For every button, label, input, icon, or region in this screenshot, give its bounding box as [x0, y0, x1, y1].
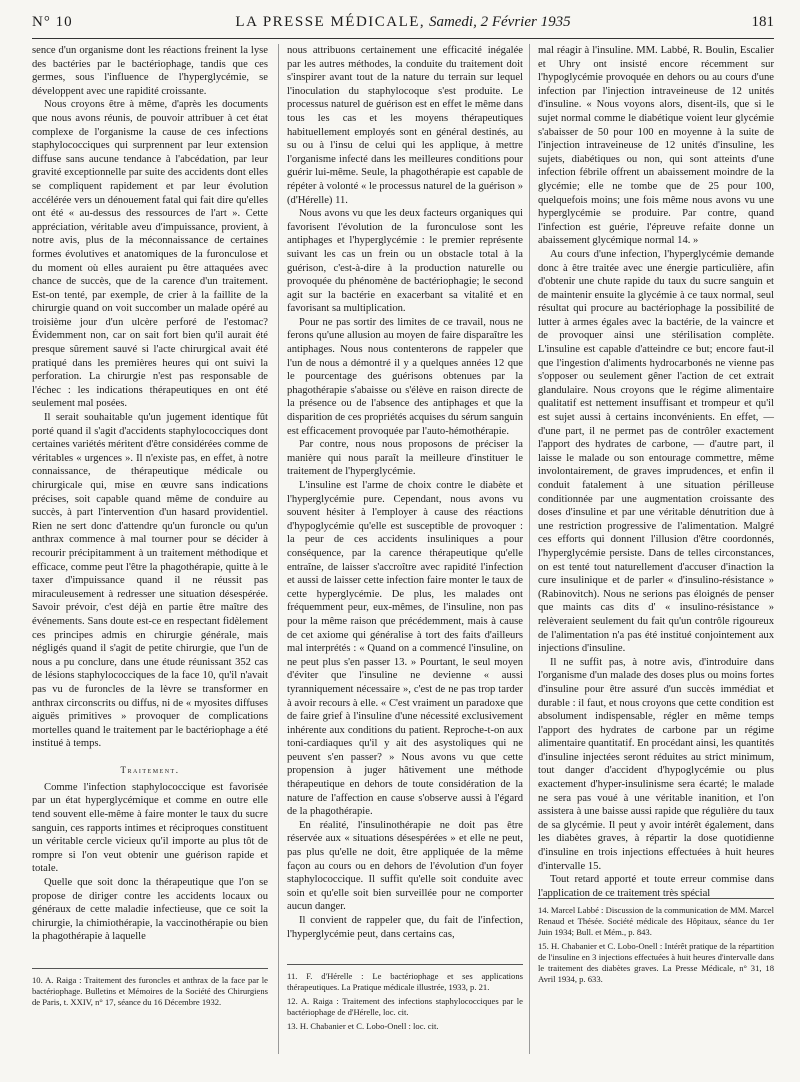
footnotes-column-1 — [32, 968, 268, 1011]
column-3 — [538, 44, 774, 900]
paragraph: sence d'un organisme dont les réactions freinent la lyse des bactéries par le bactériophage, tandis que ces germes, sous l'influence de l'hyperglycémie, se développent avec une rapidité croissante. — [32, 45, 268, 97]
paragraph: mal réagir à l'insuline. MM. Labbé, R. Boulin, Escalier et Uhry ont insisté encore récemment sur l'hypoglycémie provoquée en dehors ou au cours d'une infection par l'injection intraveineuse de 12 unités d'insuline. « Nous voyons alors, disent-ils, que si le sujet normal comme le diabétique voient leur glycémie s'abaisser de 50 pour 100 en moyenne à la suite de l'injection intraveineuse de 12 unités d'insuline, les sujets, diabétiques ou non, qui sont atteints d'une infection fébrile offrent un abaissement moindre de la glycémie; elle ne tombe que de 25 pour 100, quelquefois moins; une fois même nous avons vu une hyperglycémie se produire. Par contre, quand l'infection est guérie, l'épreuve refaite donne un abaissement glycémique normal 14. » — [538, 45, 774, 247]
footnote: 10. A. Raiga : Traitement des furoncles et anthrax de la face par le bactériophage. Bulletins et Mémoires de la Société des Chirurgiens de Paris, t. XXIV, n° 17, séance du 16 Décembre 1932. — [32, 975, 268, 1007]
page-header — [32, 14, 774, 36]
footnotes-column-2 — [287, 964, 523, 1035]
column-divider-1 — [278, 44, 279, 1054]
paragraph: Nous avons vu que les deux facteurs organiques qui favorisent l'évolution de la furonculose sont les antiphages et l'hyperglycémie : le premier représente suivant les cas un frein ou un obstacle total à la guérison, c'est-à-dire à la production naturelle ou provoquée du phénomène de bactériophagie; le second agit sur la bactérie en exacerbant sa vitalité et en favorisant sa multiplication. — [287, 208, 523, 315]
footnotes-column-3 — [538, 898, 774, 988]
paragraph: Il convient de rappeler que, du fait de l'infection, l'hyperglycémie peut, dans certains cas, — [287, 915, 523, 940]
paragraph: nous attribuons certainement une efficacité inégalée par les autres méthodes, la conduite du traitement doit s'inspirer avant tout de la nature du terrain sur lequel l'inoculation du staphylocoque s'est produite. Le processus naturel de guérison est en effet le même dans tous les cas et les moyens thérapeutiques habituellement employés sont en général destinés, au su ou à l'insu de celui qui les applique, à mettre l'organisme infecté dans les meilleures conditions pour guérir lui-même. Seule, la phagothérapie est capable de répéter à volonté « le processus naturel de la guérison » (d'Hérelle) 11. — [287, 45, 523, 206]
paragraph: En réalité, l'insulinothérapie ne doit pas être réservée aux « situations désespérées » et elle ne peut, pas plus qu'elle ne doit, être appliquée de la même façon au cours ou en dehors de l'évolution d'un foyer staphylococcique. Il suffit qu'elle soit conduite avec soin et qu'elle soit bien surveillée pour ne comporter aucun danger. — [287, 819, 523, 913]
footnote: 12. A. Raiga : Traitement des infections staphylococciques par le bactériophage de d'Hérelle, loc. cit. — [287, 996, 523, 1017]
column-divider-2 — [529, 44, 530, 1054]
footnote: 15. H. Chabanier et C. Lobo-Onell : Intérêt pratique de la répartition de l'insuline en 3 injections effectuées à huit heures d'intervalle dans le traitement des diabètes graves. La Presse Médicale, n° 31, 18 Avril 1934, p. 633. — [538, 941, 774, 984]
running-title — [32, 14, 774, 31]
paragraph: Il ne suffit pas, à notre avis, d'introduire dans l'organisme d'un malade des doses plus ou moins fortes d'insuline pour être assuré d'un succès immédiat et durable : il faut, et nous croyons que cette condition est absolument indispensable, régler en même temps l'apport des hydrates de carbone par un régime alimentaire quantitatif. En procédant ainsi, les quantités d'insuline injectées seront réduites au strict minimum, tout danger d'accident d'hypoglycémie ou plus exactement d'hyper-insulinisme sera écarté; le malade ne sera pas voué à une véritable inanition, et l'on assistera à une baisse aussi rapide que régulière du taux de sa glycémie. Il peut y avoir intérêt également, dans les diabètes graves, à répartir la dose quotidienne d'insuline en trois injections effectuées à huit heures d'intervalle 15. — [538, 656, 774, 872]
paragraph: Il serait souhaitable qu'un jugement identique fût porté quand il s'agit d'accidents staphylococciques dont certaines variétés méritent d'être considérées comme de véritables « urgences ». Il n'existe pas, en effet, à notre connaissance, de thérapeutique médicale ou chirurgicale qui, mise en œuvre sans indications précises, soit capable quand même de conduire au succès, à part l'intervention d'un hasard providentiel. Rien ne sert donc d'attendre qu'un furoncle ou qu'un anthrax commence à mal tourner pour se décider à recourir précipitamment à un traitement méthodique et efficace, comme peut l'être la phagothérapie, quitte à le taxer d'impuissance quand il ne réussit pas miraculeusement à redresser une situation désespérée. Savoir prévoir, c'est déjà en partie être maître des événements. Sans doute est-ce en respectant fidèlement ces principes admis en chirurgie générale, mais négligés quand il s'agit de petite chirurgie, que l'un de nous a pu conclure, dans une étude réunissant 352 cas de lésions staphylococciques de la face 10, qu'il n'avait pas vu de furoncles de la lèvre se transformer en anthrax circonscrits ou diffus, ni de « myosites diffuses aiguës primitives » provoquer de complications mortelles quand le traitement par le bactériophage a été institué à temps. — [32, 412, 268, 750]
journal-name: LA PRESSE MÉDICALE, — [235, 14, 426, 30]
paragraph: Nous croyons être à même, d'après les documents que nous avons réunis, de pouvoir attribuer à cet état complexe de l'organisme la cause de ces infections staphylococciques qui surprennent par leur extension diffuse sans aucune tendance à l'abcédation, par leur gravité exceptionnelle par suite des accidents dont elles se compliquent rapidement et par leur évolution accélérée vers un dénouement fatal qui fait dire qu'elles ont été « au-dessus des ressources de l'art ». Cette appréciation, véritable aveu d'impuissance, provient, à notre avis, plus de la méconnaissance de certaines formes évolutives et anatomiques de la furonculose et du moment où elles auraient pu être attaquées avec chance de succès, que de la carence d'un traitement. Est-on tenté, par exemple, de crier à la faillite de la chirurgie quand on voit succomber un malade opéré au troisième jour d'un ulcère perforé de l'estomac? Évidemment non, car on sait fort bien qu'il aurait été presque sûrement sauvé si l'acte chirurgical avait été pratiqué dans les premières heures qui ont suivi la perforation. La chirurgie n'est pas responsable de l'échec : les indications thérapeutiques en ont été seulement mal posées. — [32, 99, 268, 410]
paragraph: Comme l'infection staphylococcique est favorisée par un état hyperglycémique et comme en outre elle tend souvent elle-même à faire monter le taux du sucre sanguin, ces rapports intimes et réciproques constituent un véritable cercle vicieux qu'il importe au plus tôt de rompre si l'on veut obtenir une guérison rapide et totale. — [32, 781, 268, 875]
issue-number: N° 10 — [32, 14, 73, 30]
paragraph: Quelle que soit donc la thérapeutique que l'on se propose de diriger contre les accidents locaux ou généraux de cette maladie infectieuse, que ce soit la chirurgie, la chimiothérapie, la vaccinothérapie ou bien la phagothérapie à laquelle — [32, 877, 268, 943]
paragraph: Pour ne pas sortir des limites de ce travail, nous ne ferons qu'une allusion au moyen de faire disparaître les antiphages. Nous nous contenterons de rappeler que l'un de nous a démontré il y a quelques années 12 que le pourcentage des guérisons obtenues par la phagothérapie s'abaisse ou s'élève en raison directe de la présence ou de l'absence des antiphages et que la disparition de ces propriétés acquises du sérum sanguin est efficacement provoquée par l'auto-hémothérapie. — [287, 316, 523, 437]
footnote: 13. H. Chabanier et C. Lobo-Onell : loc. cit. — [287, 1021, 439, 1031]
paragraph: Au cours d'une infection, l'hyperglycémie demande donc à être traitée avec une énergie particulière, afin d'obtenir une chute rapide du taux du sucre sanguin et de maintenir ensuite la glycémie à ce taux normal, seul résultat qui procure au bactériophage la possibilité de lutter à armes égales avec la bactérie, de la vaincre et de provoquer ainsi une stérilisation complète. L'insuline est capable d'atteindre ce but; encore faut-il que l'ingestion d'aliments hydrocarbonés ne vienne pas s'opposer ou seulement gêner l'action de cet extrait glandulaire. Nous croyons que le régime alimentaire qualitatif est nettement insuffisant et trompeur et qu'il est sujet aussi à certains inconvénients. En effet, — d'une part, il ne permet pas de contrôler exactement l'apport des hydrates de carbone, — d'autre part, il laisse le malade ou son entourage commettre, même involontairement, de graves imprudences, et enfin il conduit fatalement à une situation périlleuse conditionnée par une augmentation croissante des doses d'insuline et par une véritable dénutrition due à une restriction progressive de l'alimentation. Malgré ces efforts qui donnent l'illusion d'être coordonnés, l'hyperglycémie persiste. Dans de telles circonstances, on est tenté tout naturellement d'accuser d'inaction la cure insulinique et de parler « d'insulino-résistance » (Rabinovitch). Nous ne serions pas éloignés de penser que maints cas dits d' « insulino-résistance » relèveraient seulement du fait qu'un contrôle rigoureux de l'alimentation n'a pas été institué conjointement aux injections d'insuline. — [538, 248, 774, 655]
footnote: 11. F. d'Hérelle : Le bactériophage et ses applications thérapeutiques. La Pratique médicale illustrée, 1933, p. 21. — [287, 971, 523, 992]
section-heading: Traitement. — [120, 764, 180, 775]
column-1 — [32, 44, 268, 944]
column-2 — [287, 44, 523, 941]
paragraph: Tout retard apporté et toute erreur commise dans l'application de ce traitement très spécial — [538, 874, 774, 899]
page-number: 181 — [751, 14, 774, 30]
paragraph: Par contre, nous nous proposons de préciser la manière qui nous paraît la meilleure d'instituer le traitement de l'hyperglycémie. — [287, 439, 523, 478]
header-rule — [32, 38, 774, 39]
footnote: 14. Marcel Labbé : Discussion de la communication de MM. Marcel Renaud et Thésée. Société médicale des Hôpitaux, séance du 1er Juin 1934; Bull. et Mém., p. 843. — [538, 905, 774, 937]
issue-date: Samedi, 2 Février 1935 — [428, 14, 571, 30]
paragraph: L'insuline est l'arme de choix contre le diabète et l'hyperglycémie pure. Cependant, nous avons vu souvent hésiter à l'employer à cause des réactions d'hypoglycémie qu'elle est susceptible de provoquer : la peur de ces accidents insuliniques a pour conséquence, par la carence thérapeutique qu'elle entraîne, de laisser s'accroître avec rapidité l'infection et aussi de laisser cette infection faire monter le taux de cette hyperglycémie. De plus, les malades ont fréquemment peur, eux-mêmes, de l'insuline, non pas pour la même raison que précédemment, mais à cause de cet axiome qui généralise à tort des faits d'ailleurs mal interprétés : « Quand on a commencé l'insuline, on ne peut plus s'en passer 13. » Pourtant, le seul moyen d'éviter que l'insuline ne devienne « aussi tyranniquement nécessaire », c'est de ne pas trop tarder à avoir recours à elle. « C'est vraiment un paradoxe que de faire grief à l'insuline d'une nécessité exclusivement inhérente aux conditions du patient. Reproche-t-on aux toni-cardiaques qu'il y ait des asystoliques qui ne peuvent s'en passer? » Nous avons vu que cette propension à juger hâtivement une méthode thérapeutique en dehors de toute considération de la nature de l'affection en cause s'observe aussi à l'égard de la phagothérapie. — [287, 480, 523, 818]
